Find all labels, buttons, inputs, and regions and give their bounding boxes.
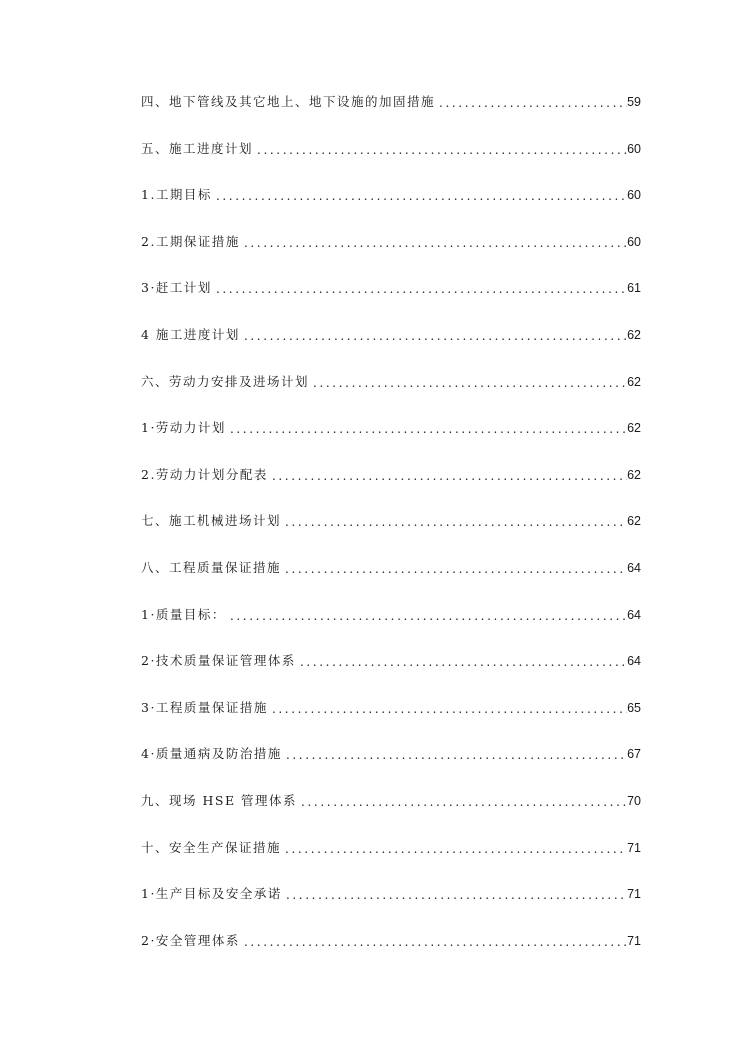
toc-entry-title: 1.工期目标 xyxy=(141,187,212,203)
toc-entry-page: 71 xyxy=(627,933,641,948)
toc-entry-title: 2.工期保证措施 xyxy=(141,233,240,249)
toc-entry-title: 九、现场 HSE 管理体系 xyxy=(141,792,298,808)
toc-entry-page: 62 xyxy=(627,374,641,389)
toc-dot-leader xyxy=(272,701,627,717)
table-of-contents xyxy=(141,94,641,979)
toc-entry[interactable] xyxy=(141,94,641,141)
toc-entry-page: 71 xyxy=(627,887,641,902)
toc-entry[interactable] xyxy=(141,560,641,607)
toc-entry-page: 62 xyxy=(627,467,641,482)
toc-entry-page: 60 xyxy=(627,141,641,156)
toc-entry-title: 2·安全管理体系 xyxy=(141,932,240,948)
toc-dot-leader xyxy=(300,654,627,670)
toc-entry-title: 2.劳动力计划分配表 xyxy=(141,466,268,482)
toc-entry[interactable] xyxy=(141,840,641,887)
toc-entry[interactable] xyxy=(141,793,641,840)
toc-entry-page: 59 xyxy=(627,95,641,109)
toc-entry[interactable] xyxy=(141,374,641,421)
toc-dot-leader xyxy=(285,561,627,577)
toc-dot-leader xyxy=(439,95,627,111)
toc-dot-leader xyxy=(313,375,627,391)
toc-entry-title: 4·质量通病及防治措施 xyxy=(141,746,282,762)
toc-entry[interactable] xyxy=(141,886,641,933)
toc-entry-page: 62 xyxy=(627,327,641,342)
toc-dot-leader xyxy=(230,608,627,624)
toc-entry-title: 八、工程质量保证措施 xyxy=(141,559,282,575)
toc-dot-leader xyxy=(244,934,627,950)
toc-dot-leader xyxy=(216,281,627,297)
toc-entry[interactable] xyxy=(141,746,641,793)
toc-entry-page: 67 xyxy=(627,747,641,762)
toc-dot-leader xyxy=(244,235,627,251)
toc-entry-title: 4 施工进度计划 xyxy=(141,326,240,342)
toc-entry[interactable] xyxy=(141,933,641,980)
toc-entry[interactable] xyxy=(141,420,641,467)
toc-entry[interactable] xyxy=(141,467,641,514)
toc-entry[interactable] xyxy=(141,653,641,700)
toc-entry-page: 65 xyxy=(627,700,641,715)
toc-entry-title: 四、地下管线及其它地上、地下设施的加固措施 xyxy=(141,94,436,109)
toc-entry-page: 61 xyxy=(627,281,641,296)
toc-dot-leader xyxy=(257,142,627,158)
toc-entry[interactable] xyxy=(141,327,641,374)
toc-dot-leader xyxy=(244,328,627,344)
toc-entry-page: 60 xyxy=(627,188,641,203)
toc-entry-page: 62 xyxy=(627,514,641,529)
toc-entry[interactable] xyxy=(141,607,641,654)
toc-entry-title: 七、施工机械进场计划 xyxy=(141,513,282,529)
toc-entry-title: 1·劳动力计划 xyxy=(141,420,226,436)
toc-entry-title: 3·工程质量保证措施 xyxy=(141,699,268,715)
toc-entry[interactable] xyxy=(141,280,641,327)
toc-entry[interactable] xyxy=(141,234,641,281)
toc-entry-page: 60 xyxy=(627,234,641,249)
toc-entry-page: 71 xyxy=(627,840,641,855)
toc-entry-title: 十、安全生产保证措施 xyxy=(141,839,282,855)
toc-entry-title: 六、劳动力安排及进场计划 xyxy=(141,373,310,389)
toc-entry[interactable] xyxy=(141,700,641,747)
toc-entry[interactable] xyxy=(141,141,641,188)
toc-dot-leader xyxy=(285,514,627,530)
toc-dot-leader xyxy=(286,887,627,903)
toc-entry-page: 64 xyxy=(627,560,641,575)
toc-entry[interactable] xyxy=(141,513,641,560)
toc-entry-title: 1·生产目标及安全承诺 xyxy=(141,886,282,902)
toc-entry-page: 62 xyxy=(627,421,641,436)
toc-dot-leader xyxy=(230,421,627,437)
toc-entry-title: 五、施工进度计划 xyxy=(141,140,254,156)
toc-dot-leader xyxy=(286,747,627,763)
toc-dot-leader xyxy=(285,841,627,857)
toc-entry-title: 1·质量目标： xyxy=(141,606,226,622)
toc-entry[interactable] xyxy=(141,187,641,234)
toc-dot-leader xyxy=(301,794,627,810)
toc-entry-title: 2·技术质量保证管理体系 xyxy=(141,653,296,669)
toc-dot-leader xyxy=(216,188,627,204)
toc-entry-page: 64 xyxy=(627,654,641,669)
toc-entry-title: 3·赶工计划 xyxy=(141,280,212,296)
toc-entry-page: 64 xyxy=(627,607,641,622)
toc-dot-leader xyxy=(272,468,627,484)
toc-entry-page: 70 xyxy=(627,793,641,808)
